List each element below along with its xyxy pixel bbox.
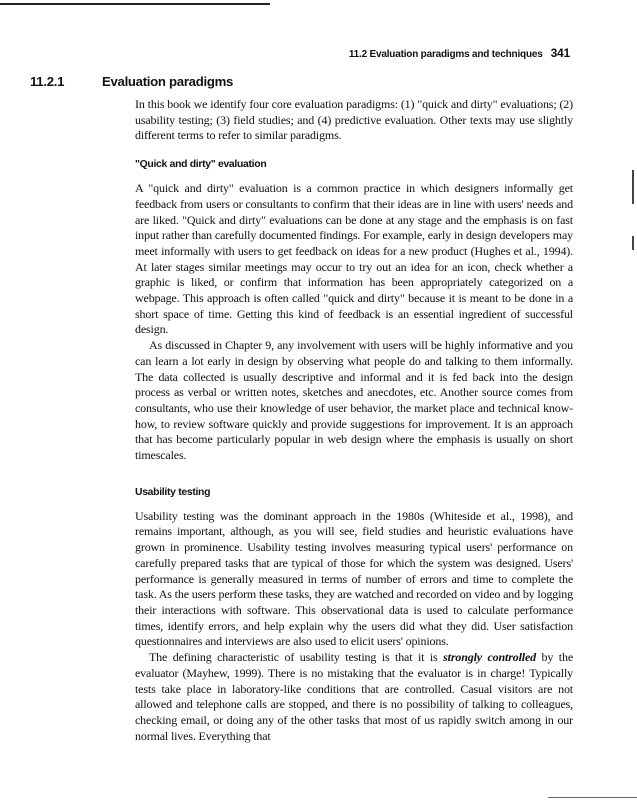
margin-mark bbox=[632, 170, 634, 204]
subheading-quick-and-dirty: "Quick and dirty" evaluation bbox=[135, 159, 267, 171]
text-run: The defining characteristic of usability testing is that it is bbox=[149, 650, 444, 665]
intro-paragraph: In this book we identify four core evaluation paradigms: (1) "quick and dirty" evaluations; (2) usability testing; (3) field studies; and (4) predictive evaluation. Other texts may use slightly different terms to refer to similar paradigms. bbox=[135, 97, 573, 143]
running-head bbox=[330, 46, 570, 60]
margin-mark bbox=[632, 236, 634, 250]
emphasis-text: strongly controlled bbox=[443, 650, 536, 665]
top-rule bbox=[0, 3, 270, 5]
subheading-usability-testing: Usability testing bbox=[135, 486, 211, 498]
paragraph: A "quick and dirty" evaluation is a common practice in which designers informally get feedback from users or consultants to confirm that their ideas are in line with users' needs and are liked. "Quick and dirty" evaluations can be done at any stage and the emphasis is on fast input rather than carefully documented findings. For example, early in design developers may meet informally with users to get feedback on ideas for a new product (Hughes et al., 1994). At later stages similar meetings may occur to try out an idea for an icon, check whether a graphic is liked, or confirm that information has been appropriately categorized on a webpage. This approach is often called "quick and dirty" because it is meant to be done in a short space of time. Getting this kind of feedback is an essential ingredient of successful design. bbox=[135, 181, 573, 337]
paragraph bbox=[135, 650, 573, 744]
running-head-title: 11.2 Evaluation paradigms and techniques bbox=[348, 49, 543, 60]
body-text bbox=[135, 97, 573, 744]
paragraph: As discussed in Chapter 9, any involvement with users will be highly informative and you can learn a lot early in design by observing what people do and talking to them informally. The data collected is usually descriptive and informal and it is fed back into the design process as verbal or written notes, sketches and anecdotes, etc. Another source comes from consultants, who use their knowledge of user behavior, the market place and technical know-how, to review software quickly and provide suggestions for improvement. It is an approach that has become particularly popular in web design where the emphasis is usually on short timescales. bbox=[135, 338, 573, 463]
section-heading bbox=[30, 74, 233, 89]
paragraph: Usability testing was the dominant approach in the 1980s (Whiteside et al., 1998), and remains important, although, as you will see, field studies and heuristic evaluations have grown in prominence. Usability testing involves measuring typical users' performance on carefully prepared tasks that are typical of those for which the system was designed. Users' performance is generally measured in terms of number of errors and time to complete the task. As the users perform these tasks, they are watched and recorded on video and by logging their interactions with software. This observational data is used to calculate performance times, identify errors, and help explain why the users did what they did. User satisfaction questionnaires and interviews are also used to elicit users' opinions. bbox=[135, 508, 573, 649]
text-run: by the evaluator (Mayhew, 1999). There is no mistaking that the evaluator is in charge! Typically tests take place in laboratory-like conditions that are controlled. Casual visitors are not allowed and telephone calls are stopped, and there is no possibility of talking to colleagues, checking email, or doing any of the other tasks that most of us rapidly switch among in our normal lives. Everything that bbox=[135, 650, 573, 743]
bottom-rule bbox=[548, 797, 637, 798]
section-number: 11.2.1 bbox=[30, 74, 65, 89]
section-title: Evaluation paradigms bbox=[102, 74, 234, 89]
page-number: 341 bbox=[550, 46, 570, 60]
